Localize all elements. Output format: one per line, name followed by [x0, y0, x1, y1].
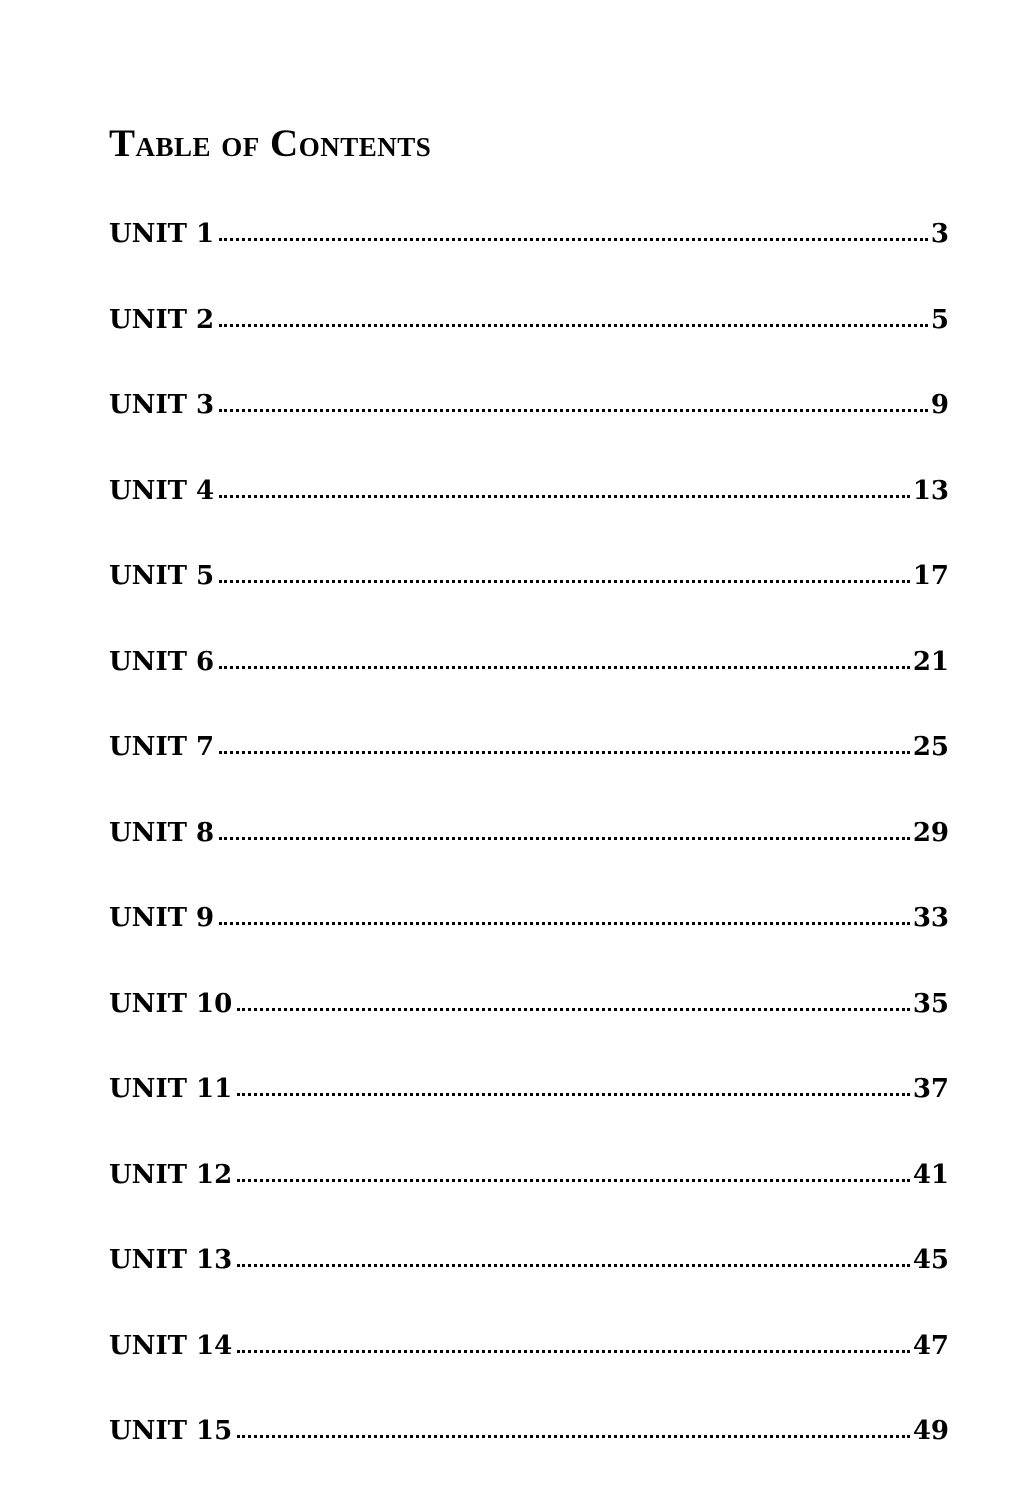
toc-entry-page-number: 33 [912, 903, 949, 933]
dot-leader [219, 580, 910, 583]
toc-entry-page-number: 49 [912, 1416, 949, 1446]
toc-entry-label: UNIT 1 [109, 219, 215, 249]
toc-entry-page-number: 41 [912, 1159, 949, 1190]
toc-entry-unit-12[interactable] [109, 1153, 949, 1239]
toc-entry-unit-9[interactable] [109, 896, 949, 982]
dot-leader [237, 1093, 910, 1096]
toc-entry-label: UNIT 8 [109, 817, 215, 848]
toc-entry-label: UNIT 9 [109, 903, 215, 933]
toc-entry-label: UNIT 13 [109, 1245, 233, 1275]
toc-entry-label: UNIT 11 [109, 1074, 233, 1104]
dot-leader [219, 409, 928, 412]
toc-entry-label: UNIT 10 [109, 988, 233, 1019]
toc-entry-page-number: 45 [912, 1245, 949, 1275]
toc-entry-page-number: 13 [912, 475, 949, 506]
dot-leader [219, 751, 910, 754]
toc-entry-label: UNIT 5 [109, 561, 215, 591]
toc-entry-page-number: 29 [912, 817, 949, 848]
dot-leader [219, 495, 910, 498]
toc-entry-page-number: 9 [930, 390, 949, 420]
toc-entry-page-number: 25 [912, 732, 949, 762]
toc-entry-page-number: 21 [912, 646, 949, 677]
toc-entry-unit-2[interactable] [109, 298, 949, 384]
toc-entry-unit-3[interactable] [109, 383, 949, 469]
toc-entry-unit-13[interactable] [109, 1238, 949, 1324]
toc-entry-page-number: 5 [930, 304, 949, 335]
dot-leader [219, 666, 910, 669]
toc-entry-unit-11[interactable] [109, 1067, 949, 1153]
toc-entry-unit-15[interactable] [109, 1409, 949, 1495]
page-title: Table of Contents [109, 122, 432, 165]
toc-entry-page-number: 35 [912, 988, 949, 1019]
table-of-contents [109, 212, 949, 1495]
dot-leader [219, 837, 910, 840]
toc-entry-unit-8[interactable] [109, 811, 949, 897]
dot-leader [219, 922, 910, 925]
toc-entry-label: UNIT 15 [109, 1416, 233, 1446]
dot-leader [237, 1179, 910, 1182]
toc-entry-unit-7[interactable] [109, 725, 949, 811]
toc-entry-unit-14[interactable] [109, 1324, 949, 1410]
toc-entry-label: UNIT 12 [109, 1159, 233, 1190]
toc-entry-page-number: 17 [912, 561, 949, 591]
dot-leader [237, 1435, 910, 1438]
dot-leader [237, 1264, 910, 1267]
toc-entry-unit-6[interactable] [109, 640, 949, 726]
toc-entry-label: UNIT 4 [109, 475, 215, 506]
dot-leader [219, 324, 928, 327]
toc-entry-unit-1[interactable] [109, 212, 949, 298]
dot-leader [237, 1008, 910, 1011]
toc-entry-label: UNIT 2 [109, 304, 215, 335]
toc-entry-unit-4[interactable] [109, 469, 949, 555]
toc-entry-unit-10[interactable] [109, 982, 949, 1068]
toc-entry-page-number: 47 [912, 1330, 949, 1361]
toc-entry-label: UNIT 6 [109, 646, 215, 677]
toc-entry-label: UNIT 7 [109, 732, 215, 762]
toc-entry-label: UNIT 14 [109, 1330, 233, 1361]
dot-leader [219, 238, 928, 241]
toc-entry-page-number: 37 [912, 1074, 949, 1104]
dot-leader [237, 1350, 910, 1353]
toc-entry-label: UNIT 3 [109, 390, 215, 420]
toc-entry-page-number: 3 [930, 219, 949, 249]
toc-entry-unit-5[interactable] [109, 554, 949, 640]
